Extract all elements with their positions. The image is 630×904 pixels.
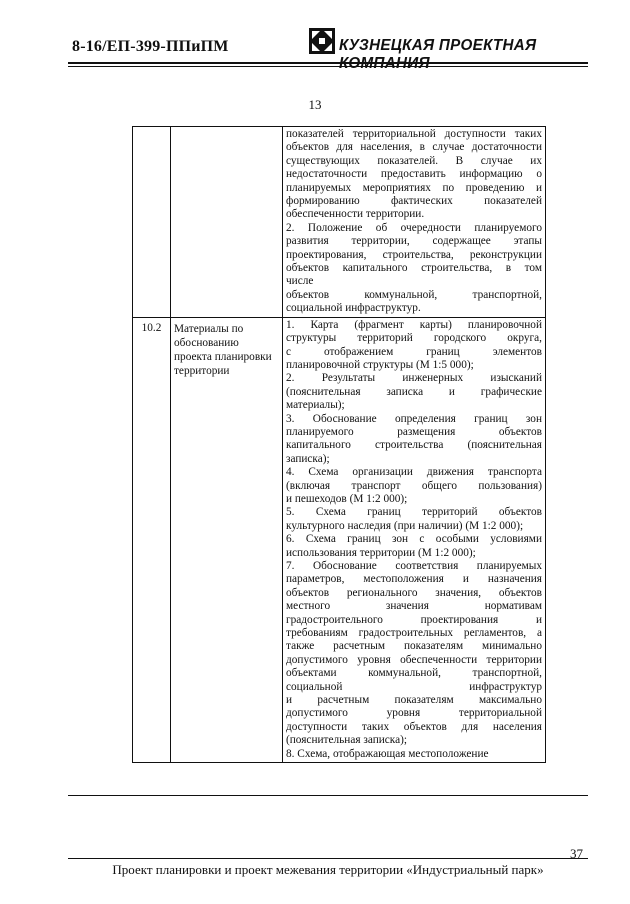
footer-title: Проект планировки и проект межевания территории «Индустриальный парк»: [112, 862, 544, 877]
row-name-cell: [171, 127, 283, 318]
requirements-table: [132, 126, 546, 763]
text-line: (пояснительная записка и графические: [286, 385, 542, 398]
text-line: допустимого уровня обеспеченности территории: [286, 653, 542, 666]
header-divider: [68, 62, 588, 64]
text-line: объектов коммунальной, транспортной,: [286, 288, 542, 301]
text-line: капитального строительства (пояснительная: [286, 439, 542, 452]
text-line: местного значения нормативам: [286, 600, 542, 613]
row-name-cell: [171, 317, 283, 762]
text-line: требованиям градостроительных регламентов, а: [286, 627, 542, 640]
text-line: объектов капитального строительства, в том: [286, 262, 542, 275]
text-line: 8. Схема, отображающая местоположение: [286, 747, 489, 760]
text-line: числе: [286, 275, 314, 288]
text-line: планировочной структуры (М 1:5 000);: [286, 358, 474, 371]
text-line: также расчетным показателям минимально: [286, 640, 542, 653]
text-line: доступности таких объектов для населения: [286, 720, 542, 733]
row-name-line: проекта планировки: [174, 350, 272, 363]
text-line: и пешеходов (М 1:2 000);: [286, 492, 408, 505]
text-line: допустимого уровня территориальной: [286, 707, 542, 720]
document-code: 8-16/ЕП-399-ППиПМ: [72, 38, 229, 55]
text-line: 2. Результаты инженерных изысканий: [286, 372, 542, 385]
text-line: записка);: [286, 452, 330, 465]
text-line: градостроительного проектирования и: [286, 613, 542, 626]
row-name-line: Материалы по: [174, 322, 244, 335]
text-line: 3. Обоснование определения границ зон: [286, 412, 542, 425]
text-line: (включая транспорт общего пользования): [286, 479, 542, 492]
text-line: 6. Схема границ зон с особыми условиями: [286, 533, 542, 546]
footer-divider: [68, 858, 588, 859]
text-line: развития территории, содержащее этапы: [286, 235, 542, 248]
text-line: параметров, местоположения и назначения: [286, 573, 542, 586]
text-line: объектов для населения, в случае достаточности: [286, 141, 542, 154]
row-name-line: территории: [174, 364, 230, 377]
text-line: социальной инфраструктур.: [286, 302, 421, 315]
text-line: 5. Схема границ территорий объектов: [286, 506, 542, 519]
text-line: проектирования, строительства, реконструкции: [286, 248, 542, 261]
text-line: недостаточности предоставить информацию о: [286, 168, 542, 181]
row-number-cell: [133, 127, 171, 318]
text-line: планируемого размещения объектов: [286, 425, 542, 438]
text-line: показателей территориальной доступности таких: [286, 128, 542, 140]
row-number-cell: 10.2: [133, 317, 171, 762]
sheet-number: 37: [570, 846, 583, 861]
text-line: 2. Положение об очередности планируемого: [286, 221, 542, 234]
text-line: обеспеченности территории.: [286, 208, 425, 221]
text-line: структуры территорий городского округа,: [286, 332, 542, 345]
text-line: планируемых мероприятиях по проведению и: [286, 181, 542, 194]
company-logo-icon: [309, 28, 335, 54]
text-line: социальной инфраструктур: [286, 680, 542, 693]
text-line: объектами коммунальной, транспортной,: [286, 667, 542, 680]
text-line: (пояснительная записка);: [286, 734, 408, 747]
text-line: существующих показателей. В случае их: [286, 154, 542, 167]
header-divider-thin: [68, 66, 588, 67]
table-row-continuation: [133, 127, 546, 318]
text-line: объектов регионального значения, объектов: [286, 586, 542, 599]
table-row-10-2: [133, 317, 546, 762]
text-line: с отображением границ элементов: [286, 345, 542, 358]
row-content-cell: [283, 317, 546, 762]
text-line: 7. Обоснование соответствия планируемых: [286, 560, 542, 572]
text-line: материалы);: [286, 399, 345, 412]
text-line: 1. Карта (фрагмент карты) планировочной: [286, 318, 542, 331]
company-name: КУЗНЕЦКАЯ ПРОЕКТНАЯ КОМПАНИЯ: [339, 37, 537, 72]
text-line: и расчетным показателям максимально: [286, 694, 542, 707]
row-name-line: обоснованию: [174, 336, 239, 349]
text-line: культурного наследия (при наличии) (М 1:2 000);: [286, 519, 524, 532]
text-line: использования территории (М 1:2 000);: [286, 546, 476, 559]
page-number: 13: [308, 97, 322, 112]
row-content-cell: [283, 127, 546, 318]
text-line: 4. Схема организации движения транспорта: [286, 466, 542, 479]
text-line: формированию фактических показателей: [286, 195, 542, 208]
page-bottom-divider: [68, 795, 588, 796]
